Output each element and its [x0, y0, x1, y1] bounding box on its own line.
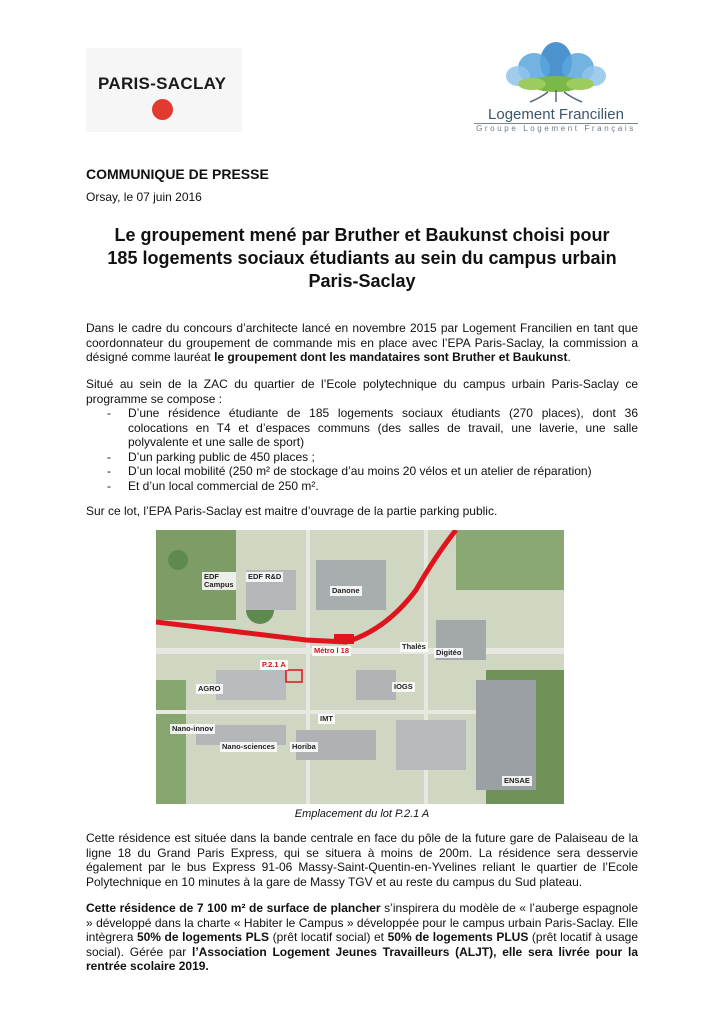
map-label-thales: Thalès: [402, 642, 426, 651]
program-list: [86, 406, 638, 493]
intro-end: .: [567, 350, 571, 364]
residence-bold-3: 50% de logements PLUS: [387, 930, 529, 944]
list-item: [86, 464, 638, 479]
title-line-1: Le groupement mené par Bruther et Baukunst choisi pour: [114, 225, 610, 245]
map-caption: Emplacement du lot P.2.1 A: [294, 808, 430, 820]
title-line-3: Paris-Saclay: [308, 271, 416, 291]
intro-text: Dans le cadre du concours d’architecte lancé en novembre 2015 par Logement Francilien en tant que coordonnateur du groupement de commande mis en place avec l’EPA Paris-Saclay, la commission a désigné comme lauréat: [86, 321, 638, 364]
residence-bold-4: l’Association Logement Jeunes Travailleurs (ALJT), elle sera livrée pour la rentrée scolaire 2019.: [86, 944, 638, 973]
logement-francilien-logo: [470, 40, 642, 136]
list-item-text: D’un parking public de 450 places ;: [128, 449, 315, 464]
residence-text-2: (prêt locatif social) et: [269, 930, 388, 944]
logement-francilien-name: Logement Francilien: [488, 106, 624, 123]
residence-text-3: (prêt locatif à usage social). Gérée par: [86, 930, 639, 959]
release-date: Orsay, le 07 juin 2016: [86, 190, 202, 204]
map-label-edf: EDF Campus: [204, 572, 234, 589]
list-item-text: D’une résidence étudiante de 185 logements sociaux étudiants (270 places), dont 36 colocations en T4 et d’espaces communs (des salles de travail, une laverie, une salle polyvalente et une salle de sport): [128, 406, 638, 449]
paragraph-intro: [86, 321, 638, 365]
map-label-nano-sciences: Nano-sciences: [222, 742, 275, 751]
paragraph-parking: Sur ce lot, l’EPA Paris-Saclay est maitre d’ouvrage de la partie parking public.: [86, 504, 498, 518]
list-dash: -: [107, 406, 111, 420]
intro-bold: le groupement dont les mandataires sont Bruther et Baukunst: [214, 350, 568, 364]
residence-bold-1: Cette résidence de 7 100 m² de surface de plancher: [86, 901, 381, 915]
map-label-metro: Métro l 18: [314, 646, 350, 655]
map-label-edf-rd: EDF R&D: [248, 572, 282, 581]
red-dot-icon: [152, 99, 173, 120]
map-label-iogs: IOGS: [394, 682, 413, 691]
logement-francilien-subtitle: Groupe Logement Français: [476, 124, 636, 133]
paris-saclay-logo-text: PARIS-SACLAY: [98, 74, 227, 93]
list-dash: -: [107, 449, 111, 464]
map-label-nano-innov: Nano-innov: [172, 724, 214, 733]
residence-bold-2: 50% de logements PLS: [136, 930, 270, 944]
list-item: [86, 479, 638, 494]
map-label-digiteo: Digitéo: [436, 648, 462, 657]
paragraph-residence: [86, 901, 638, 974]
map-label-danone: Danone: [332, 586, 360, 595]
list-item-text: D’un local mobilité (250 m² de stockage d’au moins 20 vélos et un atelier de réparation): [128, 464, 592, 478]
residence-text-1: s’inspirera du modèle de « l’auberge espagnole » développé dans la charte « Habiter le Campus » développée pour le campus urbain Paris-Saclay. Elle intègrera: [86, 901, 638, 944]
map-label-ensae: ENSAE: [504, 776, 530, 785]
map-label-horiba: Horiba: [292, 742, 316, 751]
paragraph-program: Situé au sein de la ZAC du quartier de l’Ecole polytechnique du campus urbain Paris-Saclay ce programme se compose :: [86, 377, 638, 406]
list-dash: -: [107, 478, 111, 493]
press-release-label: COMMUNIQUE DE PRESSE: [86, 166, 269, 182]
title-line-2: 185 logements sociaux étudiants au sein du campus urbain: [107, 248, 617, 268]
paragraph-location: Cette résidence est située dans la bande centrale en face du pôle de la future gare de Palaiseau de la ligne 18 du Grand Paris Express, qui se situera à moins de 200m. La résidence sera desservie également par le bus Express 91-06 Massy-Saint-Quentin-en-Yvelines reliant le quartier de l’Ecole Polytechnique en 10 minutes à la gare de Massy TGV et au reste du campus du Sud plateau.: [86, 831, 638, 889]
list-dash: -: [107, 464, 111, 478]
site-plan-map: [156, 530, 564, 804]
map-label-lot: P.2.1 A: [262, 660, 286, 669]
map-label-imt: IMT: [320, 714, 333, 723]
page-title: [86, 224, 638, 293]
paris-saclay-logo: [86, 48, 242, 132]
list-item: [86, 406, 638, 450]
map-label-agro: AGRO: [198, 684, 221, 693]
lotus-flower-icon: [470, 40, 642, 108]
list-item-text: Et d’un local commercial de 250 m².: [128, 478, 319, 493]
list-item: [86, 450, 638, 465]
